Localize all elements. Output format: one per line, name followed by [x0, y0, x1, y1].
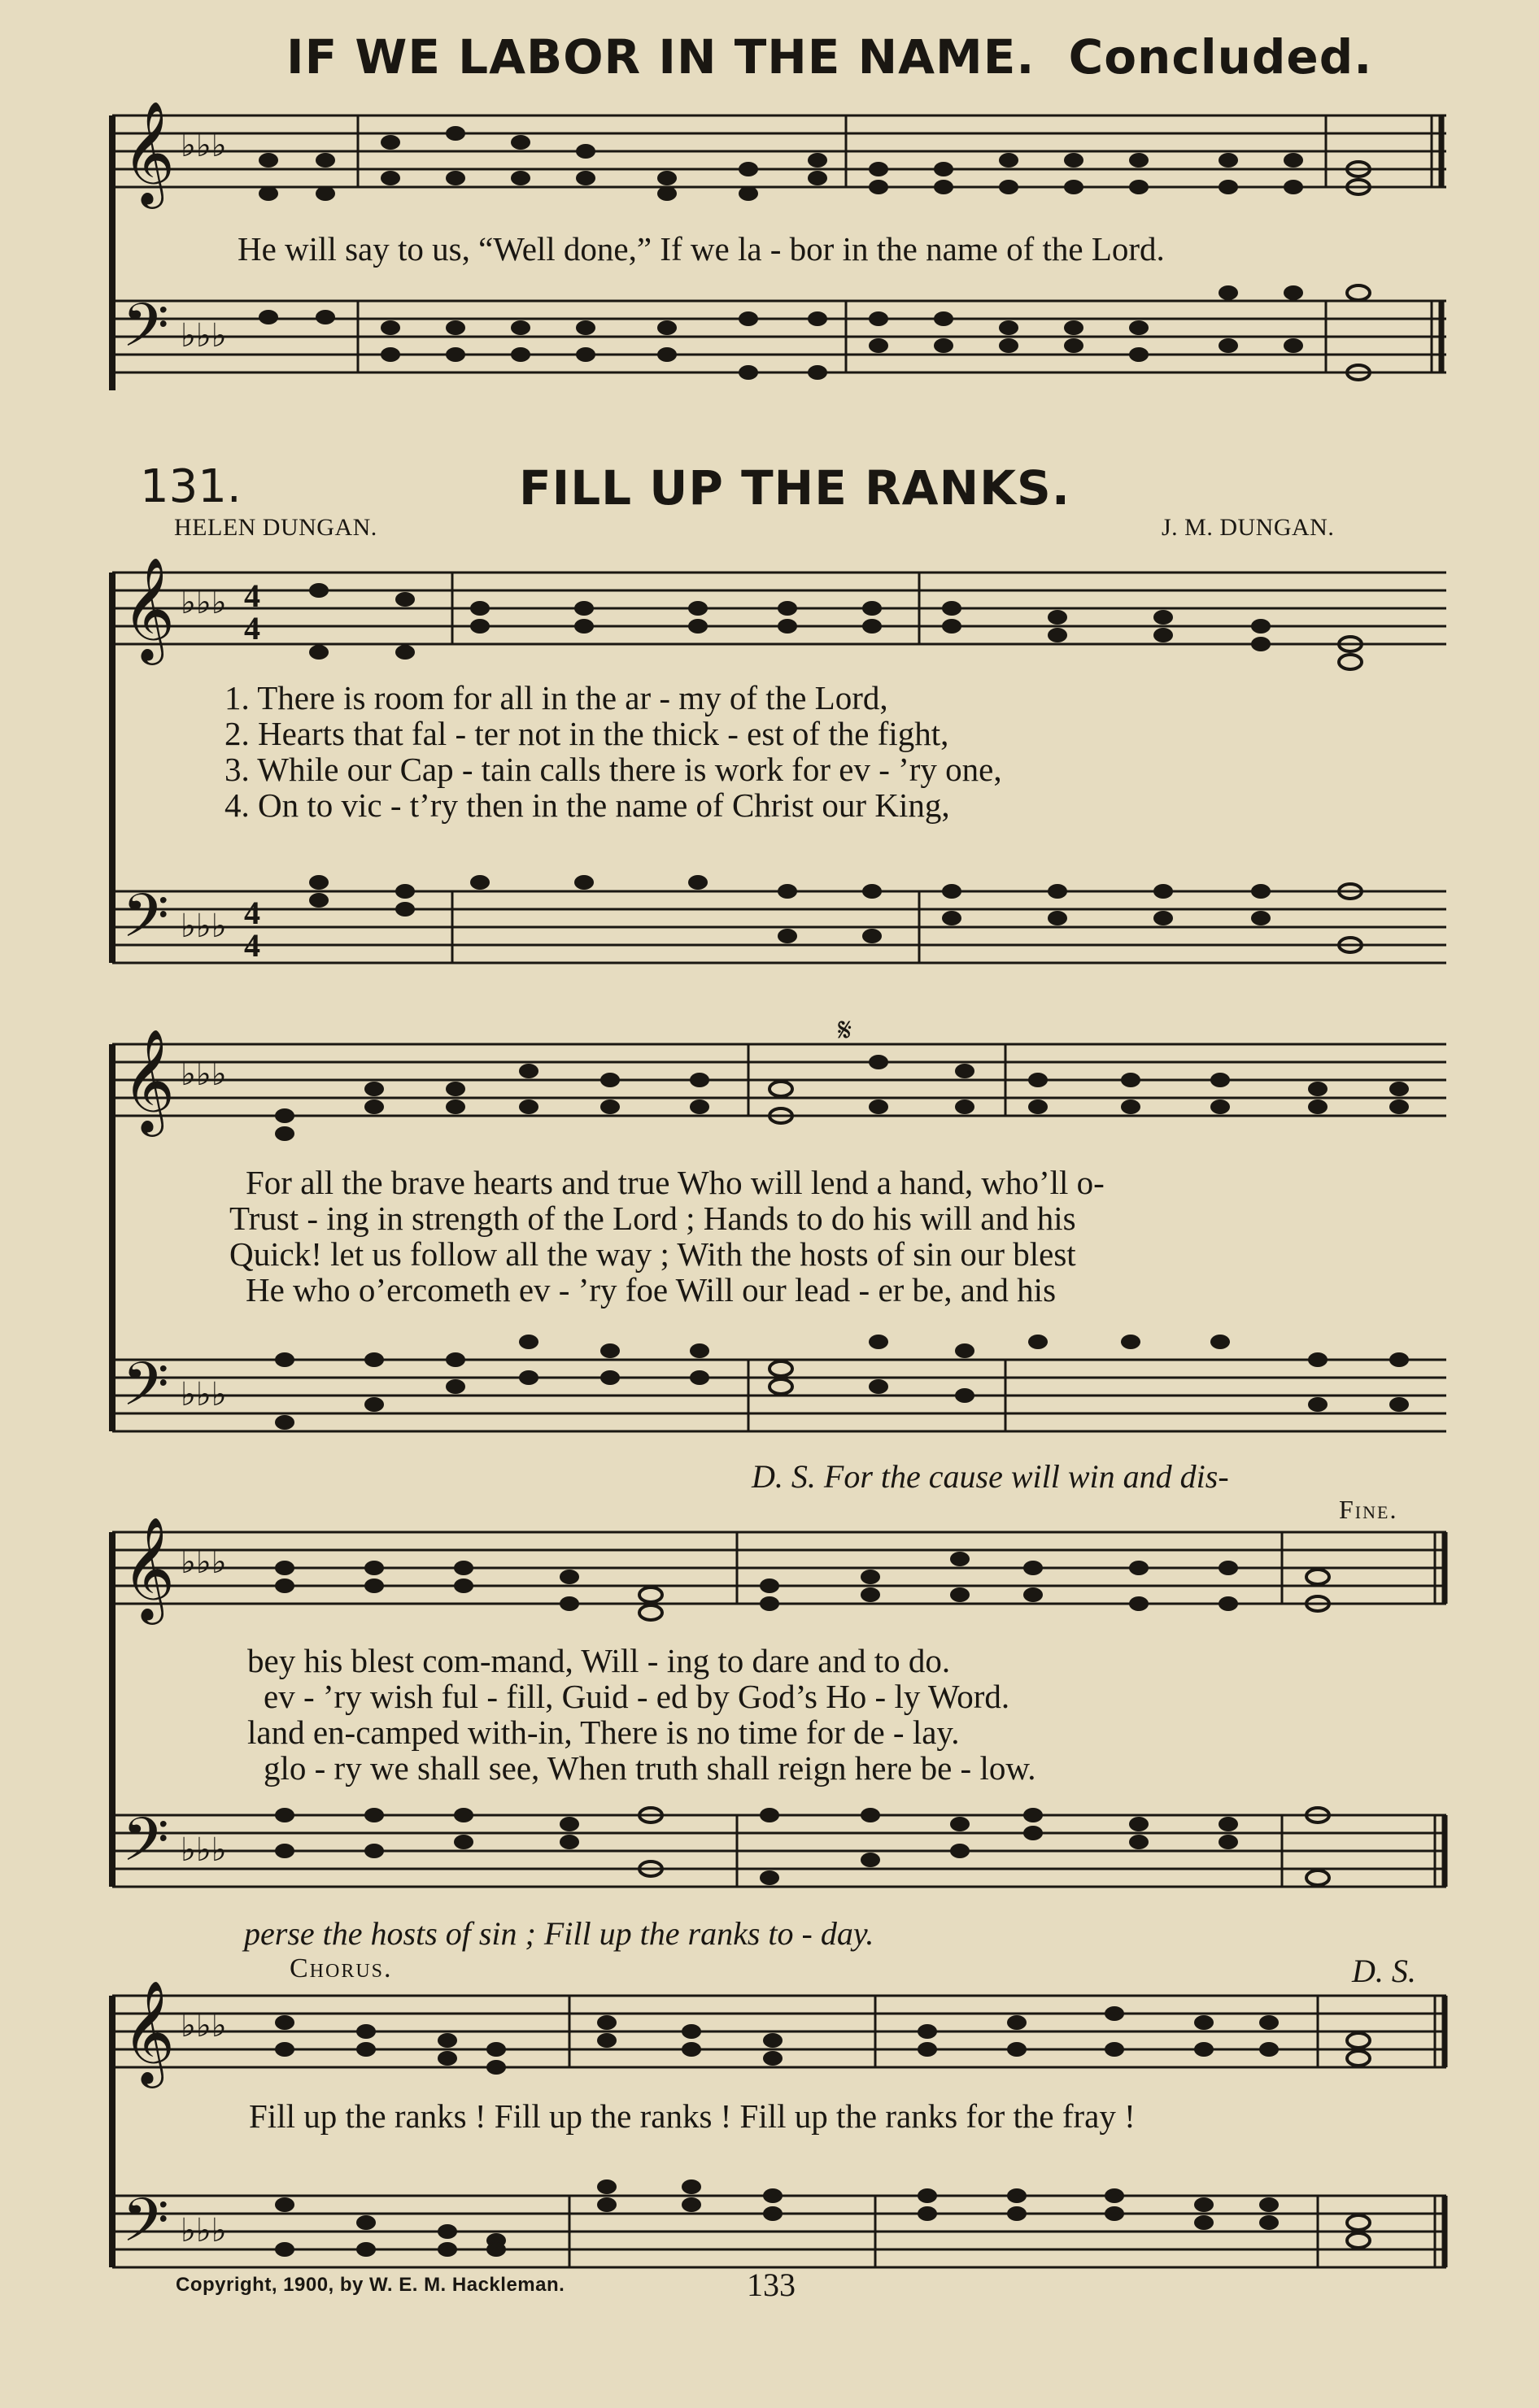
verse-line: glo - ry we shall see, When truth shall reign here be - low. [264, 1749, 1036, 1787]
svg-text:♭♭♭: ♭♭♭ [181, 1376, 227, 1413]
svg-text:𝄢: 𝄢 [122, 2188, 169, 2269]
copyright-notice: Copyright, 1900, by W. E. M. Hackleman. [176, 2274, 565, 2296]
svg-text:♭♭♭: ♭♭♭ [181, 2007, 227, 2044]
svg-text:♭♭♭: ♭♭♭ [181, 1831, 227, 1868]
verse-line: For all the brave hearts and true Who will lend a hand, who’ll o- [246, 1164, 1105, 1201]
top-grand-staff [0, 98, 1539, 504]
key-signature-flats-icon: ♭♭♭ [181, 317, 227, 354]
top-bass-staff [112, 301, 1446, 372]
segno-icon: 𝄋 [838, 1012, 852, 1048]
verse-line: 1. There is room for all in the ar - my of the Lord, [225, 679, 888, 716]
top-title [286, 29, 1372, 85]
verse-line: 3. While our Cap - tain calls there is work for ev - ’ry one, [225, 751, 1002, 788]
svg-text:𝄞: 𝄞 [122, 1983, 176, 2082]
svg-text:𝄞: 𝄞 [122, 1031, 176, 1130]
top-title-main: IF WE LABOR IN THE NAME. [286, 29, 1035, 85]
verse-line: He who o’ercometh ev - ’ry foe Will our lead - er be, and his [246, 1271, 1057, 1309]
svg-text:♭♭♭: ♭♭♭ [181, 908, 227, 944]
svg-text:4: 4 [244, 895, 260, 931]
ds-refrain-line: perse the hosts of sin ; Fill up the ranks to - day. [244, 1915, 874, 1952]
svg-text:𝄢: 𝄢 [122, 1808, 169, 1888]
key-signature-flats-icon: ♭♭♭ [181, 127, 227, 163]
svg-text:4: 4 [244, 927, 260, 964]
chorus-grand-staff [0, 1976, 1539, 2301]
verse-line: ev - ’ry wish ful - fill, Guid - ed by God’s Ho - ly Word. [264, 1678, 1010, 1715]
bass-clef-icon: 𝄢 [122, 884, 169, 965]
fine-marker: Fine. [1339, 1495, 1398, 1524]
top-treble-staff [112, 115, 1446, 187]
svg-text:♭♭♭: ♭♭♭ [181, 1544, 227, 1580]
hymn-title: FILL UP THE RANKS. [519, 460, 1070, 516]
svg-text:𝄞: 𝄞 [122, 1519, 176, 1618]
hymn-author: HELEN DUNGAN. [174, 514, 377, 541]
verse-line: land en-camped with-in, There is no time for de - lay. [247, 1713, 960, 1751]
bass-clef-icon: 𝄢 [122, 290, 169, 376]
verse-line: Quick! let us follow all the way ; With the hosts of sin our blest [229, 1235, 1076, 1273]
top-title-suffix: Concluded. [1068, 29, 1373, 85]
chorus-lyric-line: Fill up the ranks ! Fill up the ranks ! Fill up the ranks for the fray ! [249, 2097, 1136, 2135]
top-lyric-line: He will say to us, “Well done,” If we la - bor in the name of the Lord. [238, 230, 1165, 268]
verse-line: 2. Hearts that fal - ter not in the thick - est of the fight, [225, 715, 949, 752]
svg-text:♭♭♭: ♭♭♭ [181, 2212, 227, 2249]
verse-line: 4. On to vic - t’ry then in the name of Christ our King, [225, 786, 950, 824]
ds-mark: D. S. [1352, 1953, 1416, 1989]
verse-line: bey his blest com-mand, Will - ing to dare and to do. [247, 1642, 951, 1679]
page-number: 133 [747, 2266, 796, 2303]
chorus-label: Chorus. [290, 1953, 393, 1983]
svg-text:4: 4 [244, 610, 260, 647]
svg-text:𝄢: 𝄢 [122, 1352, 169, 1433]
treble-clef-icon: 𝄞 [122, 560, 176, 659]
ds-instruction: D. S. For the cause will win and dis- [752, 1458, 1229, 1495]
svg-text:♭♭♭: ♭♭♭ [181, 584, 227, 621]
treble-clef-icon: 𝄞 [122, 100, 176, 204]
time-signature: 4 [244, 577, 260, 614]
verse-line: Trust - ing in strength of the Lord ; Hands to do his will and his [229, 1200, 1076, 1237]
hymn-number: 131. [140, 460, 242, 513]
hymn-composer: J. M. DUNGAN. [1162, 514, 1335, 541]
svg-text:♭♭♭: ♭♭♭ [181, 1056, 227, 1092]
